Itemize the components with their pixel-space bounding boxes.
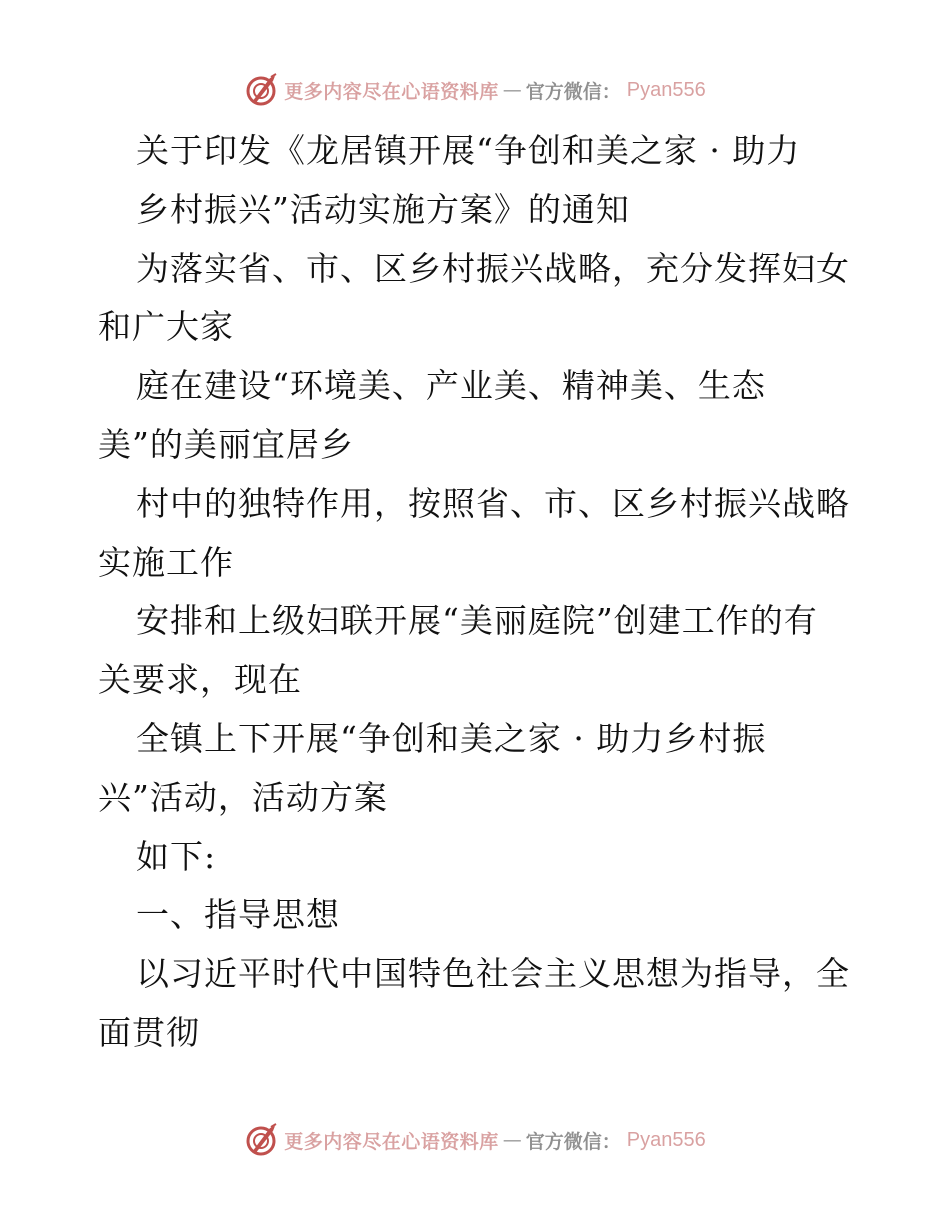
section-heading: 一、指导思想 <box>136 895 340 935</box>
banner-text: 更多内容尽在心语资料库 <box>284 80 499 103</box>
footer-banner <box>0 1120 950 1160</box>
pen-logo-icon <box>244 1122 280 1158</box>
banner-text: 更多内容尽在心语资料库 <box>284 1130 499 1153</box>
title-line-1: 关于印发《龙居镇开展“争创和美之家 · 助力 <box>136 131 801 170</box>
paragraph-line: 面贯彻 <box>98 1012 200 1052</box>
document-body <box>98 122 858 1063</box>
paragraph-line: 关要求，现在 <box>98 660 302 700</box>
wechat-id: Pyan556 <box>626 1128 706 1151</box>
paragraph-line: 如下: <box>136 836 217 876</box>
header-banner <box>0 70 950 110</box>
paragraph-line: 实施工作 <box>98 542 234 582</box>
wechat-label: 官方微信： <box>525 80 621 103</box>
paragraph-line: 村中的独特作用，按照省、市、区乡村振兴战略 <box>136 483 850 523</box>
paragraph-line: 庭在建设“环境美、产业美、精神美、生态 <box>136 366 766 406</box>
banner-dash: — <box>502 1129 522 1151</box>
title-line-2: 乡村振兴”活动实施方案》的通知 <box>136 189 630 229</box>
paragraph-line: 全镇上下开展“争创和美之家 · 助力乡村振 <box>136 718 767 758</box>
paragraph-line: 兴”活动，活动方案 <box>98 777 388 817</box>
banner-dash: — <box>502 79 522 101</box>
pen-logo-icon <box>244 72 280 108</box>
paragraph-line: 美”的美丽宜居乡 <box>98 424 354 464</box>
wechat-label: 官方微信： <box>525 1130 621 1153</box>
paragraph-line: 以习近平时代中国特色社会主义思想为指导，全 <box>136 954 850 994</box>
paragraph-line: 安排和上级妇联开展“美丽庭院”创建工作的有 <box>136 601 818 641</box>
wechat-id: Pyan556 <box>626 78 706 101</box>
paragraph-line: 和广大家 <box>98 307 234 347</box>
paragraph-line: 为落实省、市、区乡村振兴战略，充分发挥妇女 <box>136 248 850 288</box>
